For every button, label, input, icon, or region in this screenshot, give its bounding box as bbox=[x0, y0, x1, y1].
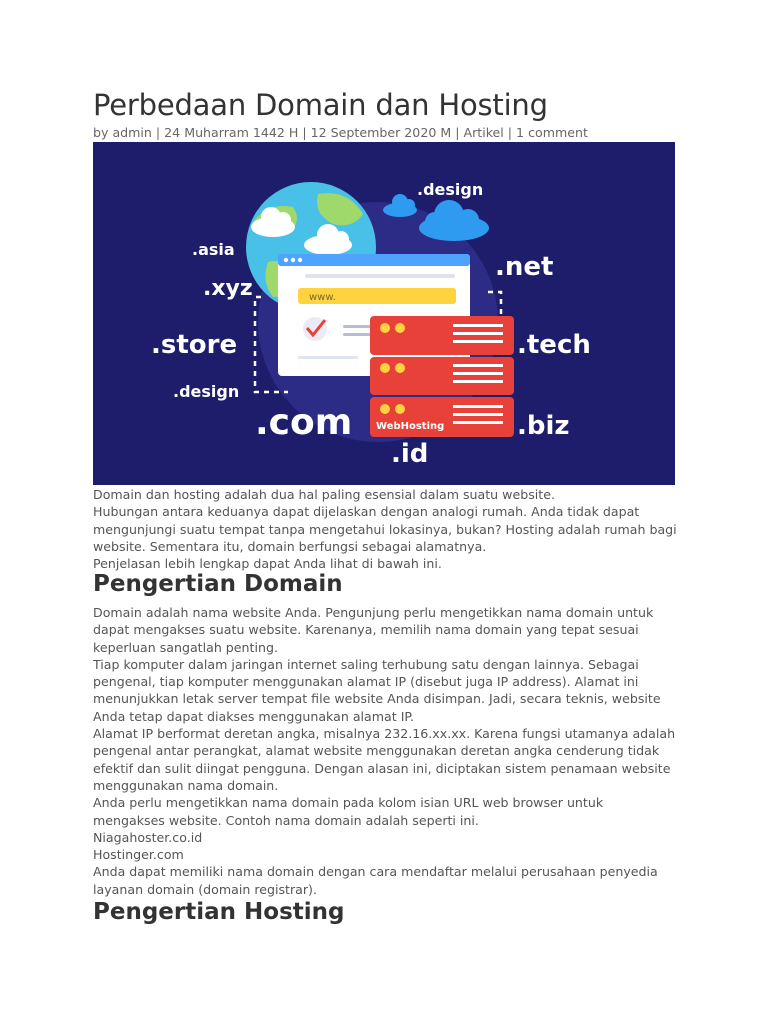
domain-paragraph: Domain adalah nama website Anda. Pengunjung perlu mengetikkan nama domain untuk dapat mengakses suatu website. Karenanya, memilih nama domain yang tepat sesuai keperluan sangatlah penting. bbox=[93, 605, 654, 655]
comments-link[interactable]: 1 comment bbox=[516, 125, 588, 140]
tld-design-top: .design bbox=[417, 180, 484, 199]
author-link[interactable]: admin bbox=[112, 125, 152, 140]
tld-net: .net bbox=[495, 252, 554, 282]
section-heading-domain: Pengertian Domain bbox=[93, 571, 343, 597]
intro-paragraph: Penjelasan lebih lengkap dapat Anda lihat di bawah ini. bbox=[93, 556, 442, 572]
tld-design-left: .design bbox=[173, 382, 240, 401]
webhosting-label: WebHosting bbox=[376, 421, 445, 432]
tld-id: .id bbox=[391, 439, 429, 469]
domain-example: Niagahoster.co.id bbox=[93, 829, 203, 845]
section-heading-hosting: Pengertian Hosting bbox=[93, 899, 345, 925]
domain-paragraph: Tiap komputer dalam jaringan internet saling terhubung satu dengan lainnya. Sebagai pengenal, tiap komputer menggunakan alamat IP (disebut juga IP address). Alamat ini menunjukkan letak server tempat file website Anda disimpan. Jadi, secara teknis, website Anda tetap dapat diakses menggunakan alamat IP. bbox=[93, 656, 661, 724]
intro-text bbox=[93, 486, 678, 572]
post-date: 12 September 2020 M bbox=[310, 125, 452, 140]
domain-section-text bbox=[93, 604, 678, 898]
tld-com: .com bbox=[255, 402, 353, 443]
meta-separator: | bbox=[151, 125, 165, 140]
domain-paragraph: Anda perlu mengetikkan nama domain pada kolom isian URL web browser untuk mengakses website. Contoh nama domain adalah seperti ini. bbox=[93, 795, 604, 828]
domain-paragraph: Anda dapat memiliki nama domain dengan cara mendaftar melalui perusahaan penyedia layanan domain (domain registrar). bbox=[93, 864, 658, 897]
intro-paragraph: Hubungan antara keduanya dapat dijelaskan dengan analogi rumah. Anda tidak dapat mengunjungi suatu tempat tanpa mengetahui lokasinya, bukan? Hosting adalah rumah bagi website. Sementara itu, domain berfungsi sebagai alamatnya. bbox=[93, 504, 677, 554]
hero-illustration bbox=[93, 142, 675, 485]
tld-biz: .biz bbox=[517, 411, 570, 441]
url-text: www. bbox=[309, 292, 336, 303]
intro-paragraph: Domain dan hosting adalah dua hal paling esensial dalam suatu website. bbox=[93, 487, 555, 502]
article-meta bbox=[93, 125, 588, 140]
meta-separator: | bbox=[451, 125, 464, 140]
article-title: Perbedaan Domain dan Hosting bbox=[93, 88, 548, 122]
meta-prefix: by bbox=[93, 125, 113, 140]
category-link[interactable]: Artikel bbox=[463, 125, 504, 140]
tld-tech: .tech bbox=[517, 330, 591, 360]
tld-store: .store bbox=[151, 330, 238, 360]
meta-separator: | bbox=[503, 125, 517, 140]
server-stack-icon bbox=[370, 316, 514, 437]
domain-example: Hostinger.com bbox=[93, 847, 184, 863]
domain-paragraph: Alamat IP berformat deretan angka, misalnya 232.16.xx.xx. Karena fungsi utamanya adalah pengenal antar perangkat, alamat website menggunakan deretan angka cenderung tidak efektif dan sulit diingat pengguna. Dengan alasan ini, diciptakan sistem penamaan website menggunakan nama domain. bbox=[93, 726, 676, 793]
tld-xyz: .xyz bbox=[203, 276, 253, 301]
hijri-date: 24 Muharram 1442 H bbox=[164, 125, 299, 140]
tld-asia: .asia bbox=[192, 240, 235, 259]
meta-separator: | bbox=[298, 125, 311, 140]
